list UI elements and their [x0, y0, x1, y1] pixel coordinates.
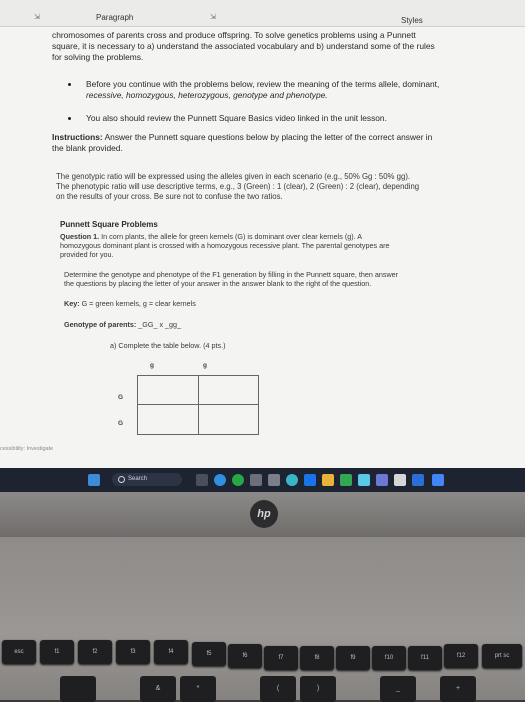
- prt-sc-key[interactable]: prt sc: [482, 644, 522, 668]
- search-placeholder: Search: [128, 476, 148, 482]
- genotype-value: _GG_ x _gg_: [136, 320, 182, 329]
- f2-key[interactable]: f2: [78, 640, 112, 664]
- hp-logo: hp: [250, 500, 278, 528]
- app-icon[interactable]: [250, 474, 262, 486]
- question-1-line-3: provided for you.: [60, 250, 114, 259]
- instructions-label: Instructions:: [52, 132, 103, 142]
- app-icon[interactable]: [358, 474, 370, 486]
- punnett-column-label-2: g: [203, 362, 207, 369]
- ratio-line-1: The genotypic ratio will be expressed using the alleles given in each scenario (e.g., 50% Gg : 50% gg).: [56, 172, 411, 181]
- determine-line-1: Determine the genotype and phenotype of the F1 generation by filling in the Punnett square, then answer: [64, 270, 399, 279]
- bullet-2: You also should review the Punnett Square Basics video linked in the unit lesson.: [86, 113, 387, 123]
- instructions-line-2: the blank provided.: [52, 143, 123, 153]
- task-view-icon[interactable]: [196, 474, 208, 486]
- f9-key[interactable]: f9: [336, 646, 370, 670]
- f3-key[interactable]: f3: [116, 640, 150, 664]
- windows-start-icon[interactable]: [88, 474, 100, 486]
- app-icon[interactable]: [376, 474, 388, 486]
- punnett-grid-line: [138, 404, 258, 405]
- punnett-row-label-2: G: [118, 420, 124, 427]
- task-a: a) Complete the table below. (4 pts.): [110, 341, 226, 350]
- f10-key[interactable]: f10: [372, 646, 406, 670]
- chrome-icon[interactable]: [232, 474, 244, 486]
- key-asterisk[interactable]: *: [180, 676, 216, 702]
- bullet-1-line-2: recessive, homozygous, heterozygous, genotype and phenotype.: [86, 90, 328, 100]
- f12-key[interactable]: f12: [444, 644, 478, 668]
- key-close-paren[interactable]: ): [300, 676, 336, 702]
- bullet-icon: [68, 83, 71, 86]
- punnett-row-label-1: G: [118, 394, 124, 401]
- instructions-line-1: [52, 132, 432, 143]
- question-1-line-2: homozygous dominant plant is crossed with a homozygous recessive plant. The parental genotypes are: [60, 241, 390, 250]
- paragraph-dialog-launcher-icon[interactable]: ⇲: [210, 14, 216, 21]
- key-open-paren[interactable]: (: [260, 676, 296, 702]
- app-icon[interactable]: [268, 474, 280, 486]
- accessibility-status[interactable]: cessibility: Investigate: [0, 446, 54, 452]
- f1-key[interactable]: f1: [40, 640, 74, 664]
- file-explorer-icon[interactable]: [322, 474, 334, 486]
- edge-icon[interactable]: [214, 474, 226, 486]
- app-icon[interactable]: [340, 474, 352, 486]
- punnett-square-table[interactable]: [137, 375, 259, 435]
- ratio-line-3: on the results of your cross. Be sure not to confuse the two ratios.: [56, 192, 283, 201]
- app-icon[interactable]: [432, 474, 444, 486]
- intro-line-3: for solving the problems.: [52, 52, 144, 62]
- punnett-grid-line: [198, 376, 199, 434]
- key-label: Key:: [64, 299, 80, 308]
- taskbar-search-box[interactable]: [112, 473, 182, 486]
- windows-taskbar: [0, 468, 525, 492]
- intro-line-2: square, it is necessary to a) understand the associated vocabulary and b) understand some of the rules: [52, 41, 435, 51]
- intro-line-1: chromosomes of parents cross and produce offspring. To solve genetics problems using a Punnett: [52, 30, 416, 40]
- key-text: G = green kernels, g = clear kernels: [79, 299, 196, 308]
- app-icon[interactable]: [394, 474, 406, 486]
- determine-line-2: the questions by placing the letter of your answer in the answer blank to the right of the question.: [64, 279, 372, 288]
- app-icon[interactable]: [286, 474, 298, 486]
- f5-key[interactable]: f5: [192, 642, 226, 666]
- key-ampersand[interactable]: &: [140, 676, 176, 702]
- key-ampersand[interactable]: [60, 676, 96, 702]
- f8-key[interactable]: f8: [300, 646, 334, 670]
- instructions-text: Answer the Punnett square questions below by placing the letter of the correct answer in: [102, 132, 433, 142]
- question-1-label: Question 1.: [60, 232, 100, 241]
- question-1-line-1: [60, 232, 362, 241]
- font-dialog-launcher-icon[interactable]: ⇲: [34, 14, 40, 21]
- f4-key[interactable]: f4: [154, 640, 188, 664]
- app-icon[interactable]: [304, 474, 316, 486]
- key-line: [64, 299, 196, 308]
- search-icon: [118, 476, 125, 483]
- bullet-icon: [68, 117, 71, 120]
- genotype-line: [64, 320, 181, 329]
- bullet-1-line-1: Before you continue with the problems below, review the meaning of the terms allele, dominant,: [86, 79, 440, 89]
- paragraph-group-label: Paragraph: [96, 13, 134, 22]
- ratio-line-2: The phenotypic ratio will use descriptive terms, e.g., 3 (Green) : 1 (clear), 2 (Green) : 2 (clear), depending: [56, 182, 420, 191]
- f6-key[interactable]: f6: [228, 644, 262, 668]
- key-plus[interactable]: +: [440, 676, 476, 702]
- genotype-label: Genotype of parents:: [64, 320, 137, 329]
- word-icon[interactable]: [412, 474, 424, 486]
- problems-heading: Punnett Square Problems: [60, 220, 158, 229]
- styles-group-label: Styles: [401, 16, 423, 25]
- esc-key[interactable]: esc: [2, 640, 36, 664]
- question-1-text: In corn plants, the allele for green kernels (G) is dominant over clear kernels (g). A: [99, 232, 363, 241]
- punnett-column-label-1: g: [150, 362, 154, 369]
- f7-key[interactable]: f7: [264, 646, 298, 670]
- key-underscore[interactable]: _: [380, 676, 416, 702]
- document-page[interactable]: [0, 22, 525, 447]
- f11-key[interactable]: f11: [408, 646, 442, 670]
